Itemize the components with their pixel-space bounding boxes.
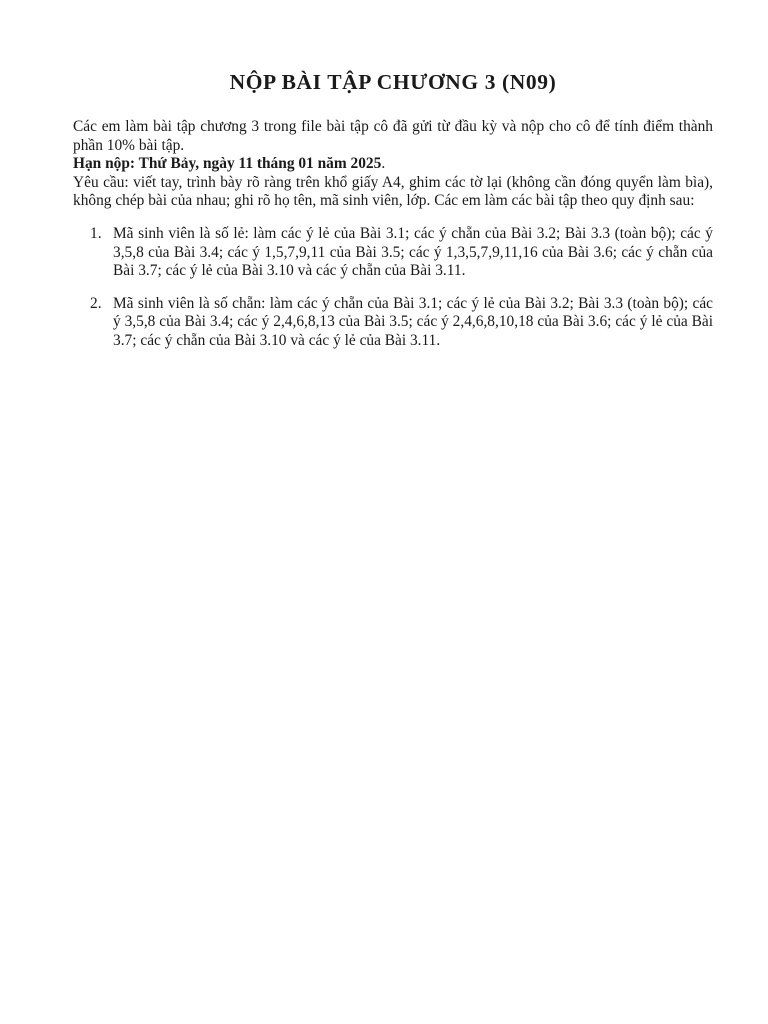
intro-paragraph: Các em làm bài tập chương 3 trong file bài tập cô đã gửi từ đầu kỳ và nộp cho cô để tính điểm thành phần 10% bài tập. (73, 118, 713, 154)
task-list (73, 225, 713, 351)
task-item-even (90, 294, 713, 351)
task-item-odd (90, 224, 713, 281)
task-number: 1. (90, 224, 102, 242)
deadline-punctuation: . (381, 155, 386, 173)
deadline-label: Hạn nộp: Thứ Bảy, ngày 11 tháng 01 năm 2025 (73, 155, 382, 173)
deadline-line (73, 155, 713, 174)
document-body (73, 118, 713, 211)
requirements-paragraph: Yêu cầu: viết tay, trình bày rõ ràng trên khổ giấy A4, ghim các tờ lại (không cần đóng quyển làm bìa), không chép bài của nhau; ghi rõ họ tên, mã sinh viên, lớp. Các em làm các bài tập theo quy định sau: (73, 173, 713, 210)
task-text: Mã sinh viên là số lẻ: làm các ý lẻ của Bài 3.1; các ý chẵn của Bài 3.2; Bài 3.3 (toàn bộ); các ý 3,5,8 của Bài 3.4; các ý 1,5,7,9,11 của Bài 3.5; các ý 1,3,5,7,9,11,16 của Bài 3.6; các ý chẵn của Bài 3.7; các ý lẻ của Bài 3.10 và các ý chẵn của Bài 3.11. (113, 224, 713, 280)
document-title: NỘP BÀI TẬP CHƯƠNG 3 (N09) (229, 70, 557, 94)
task-number: 2. (90, 294, 102, 312)
task-text: Mã sinh viên là số chẵn: làm các ý chẵn của Bài 3.1; các ý lẻ của Bài 3.2; Bài 3.3 (toàn bộ); các ý 3,5,8 của Bài 3.4; các ý 2,4,6,8,13 của Bài 3.5; các ý 2,4,6,8,10,18 của Bài 3.6; các ý lẻ của Bài 3.7; các ý chẵn của Bài 3.10 và các ý lẻ của Bài 3.11. (113, 294, 713, 349)
